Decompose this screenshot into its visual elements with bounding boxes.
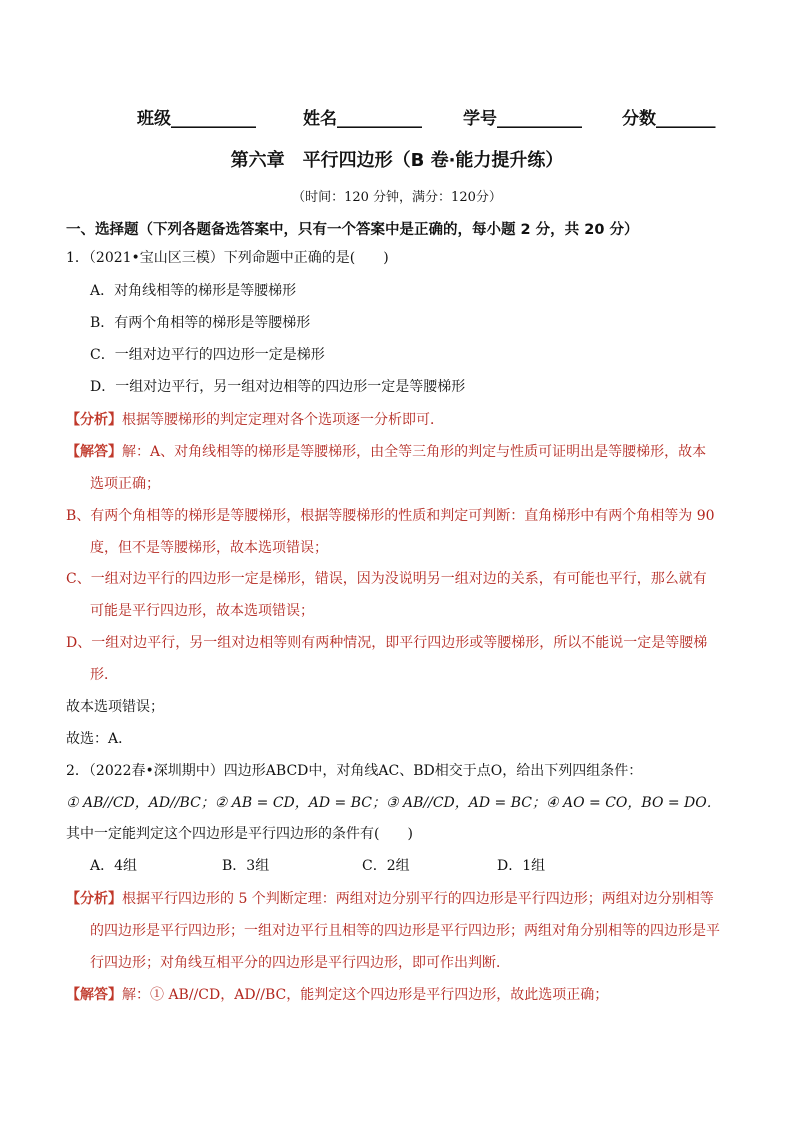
q2-analysis-text: 根据平行四边形的 5 个判断定理：两组对边分别平行的四边形是平行四边形；两组对边分别相等	[122, 891, 714, 907]
section-heading: 一、选择题（下列各题备选答案中，只有一个答案中是正确的，每小题 2 分，共 20 分）	[66, 222, 639, 238]
q1-answer: 故选：A．	[66, 731, 133, 747]
q1-solution-line-3: B、有两个角相等的梯形是等腰梯形，根据等腰梯形的性质和判定可判断：直角梯形中有两个角相等为 90	[66, 508, 715, 524]
q2-analysis-line-2: 的四边形是平行四边形；一组对边平行且相等的四边形是平行四边形；两组对角分别相等的四边形是平	[90, 923, 720, 939]
q2-analysis-line-1	[66, 889, 714, 909]
q2-solution-text: 解：① AB//CD，AD//BC，能判定这个四边形是平行四边形，故此选项正确；	[122, 987, 609, 1003]
header-student-id: 学号__________	[463, 109, 582, 129]
q1-analysis-tag: 【分析】	[66, 412, 122, 428]
q1-option-b: B．有两个角相等的梯形是等腰梯形	[90, 315, 311, 331]
q2-solution	[66, 985, 608, 1005]
q2-option-b: B．3组	[222, 858, 270, 874]
header-class: 班级__________	[137, 109, 256, 129]
q1-solution-line-5: C、一组对边平行的四边形一定是梯形，错误，因为没说明另一组对边的关系，有可能也平行，那么就有	[66, 571, 707, 587]
q2-question: 其中一定能判定这个四边形是平行四边形的条件有( )	[66, 826, 413, 842]
q2-conditions: ① AB//CD，AD//BC；② AB = CD，AD = BC；③ AB//CD，AD = BC；④ AO = CO，BO = DO．	[66, 795, 721, 811]
q1-stem: 1．（2021•宝山区三模）下列命题中正确的是( )	[66, 250, 389, 266]
q2-option-a: A．4组	[90, 858, 138, 874]
q1-option-d: D．一组对边平行，另一组对边相等的四边形一定是等腰梯形	[90, 379, 466, 395]
q1-solution-line-6: 可能是平行四边形，故本选项错误；	[90, 603, 314, 619]
q2-stem: 2．（2022春•深圳期中）四边形ABCD中，对角线AC、BD相交于点O，给出下列四组条件：	[66, 763, 643, 779]
q1-solution-text: 解：A、对角线相等的梯形是等腰梯形，由全等三角形的判定与性质可证明出是等腰梯形，故本	[122, 444, 707, 460]
q2-analysis-tag: 【分析】	[66, 891, 122, 907]
q1-solution-line-8: 形．	[90, 667, 118, 683]
header-score: 分数_______	[622, 109, 716, 129]
q1-analysis	[66, 410, 444, 430]
q1-conclusion: 故本选项错误；	[66, 699, 164, 715]
q2-analysis-line-3: 行四边形；对角线互相平分的四边形是平行四边形，即可作出判断．	[90, 955, 510, 971]
q1-solution-line-1	[66, 442, 706, 462]
q1-analysis-text: 根据等腰梯形的判定定理对各个选项逐一分析即可．	[122, 412, 444, 428]
q1-solution-line-2: 选项正确；	[90, 476, 160, 492]
q1-option-a: A．对角线相等的梯形是等腰梯形	[90, 283, 297, 299]
q1-option-c: C．一组对边平行的四边形一定是梯形	[90, 347, 325, 363]
q1-solution-line-7: D、一组对边平行，另一组对边相等则有两种情况，即平行四边形或等腰梯形，所以不能说一定是等腰梯	[66, 635, 708, 651]
page-title: 第六章 平行四边形（B 卷·能力提升练）	[230, 150, 564, 171]
q1-solution-tag: 【解答】	[66, 444, 122, 460]
q2-solution-tag: 【解答】	[66, 987, 122, 1003]
header-name: 姓名__________	[303, 109, 422, 129]
page-subtitle: （时间：120 分钟，满分：120分）	[292, 190, 502, 205]
q2-option-d: D．1组	[497, 858, 546, 874]
q2-option-c: C．2组	[362, 858, 410, 874]
q1-solution-line-4: 度，但不是等腰梯形，故本选项错误；	[90, 540, 328, 556]
